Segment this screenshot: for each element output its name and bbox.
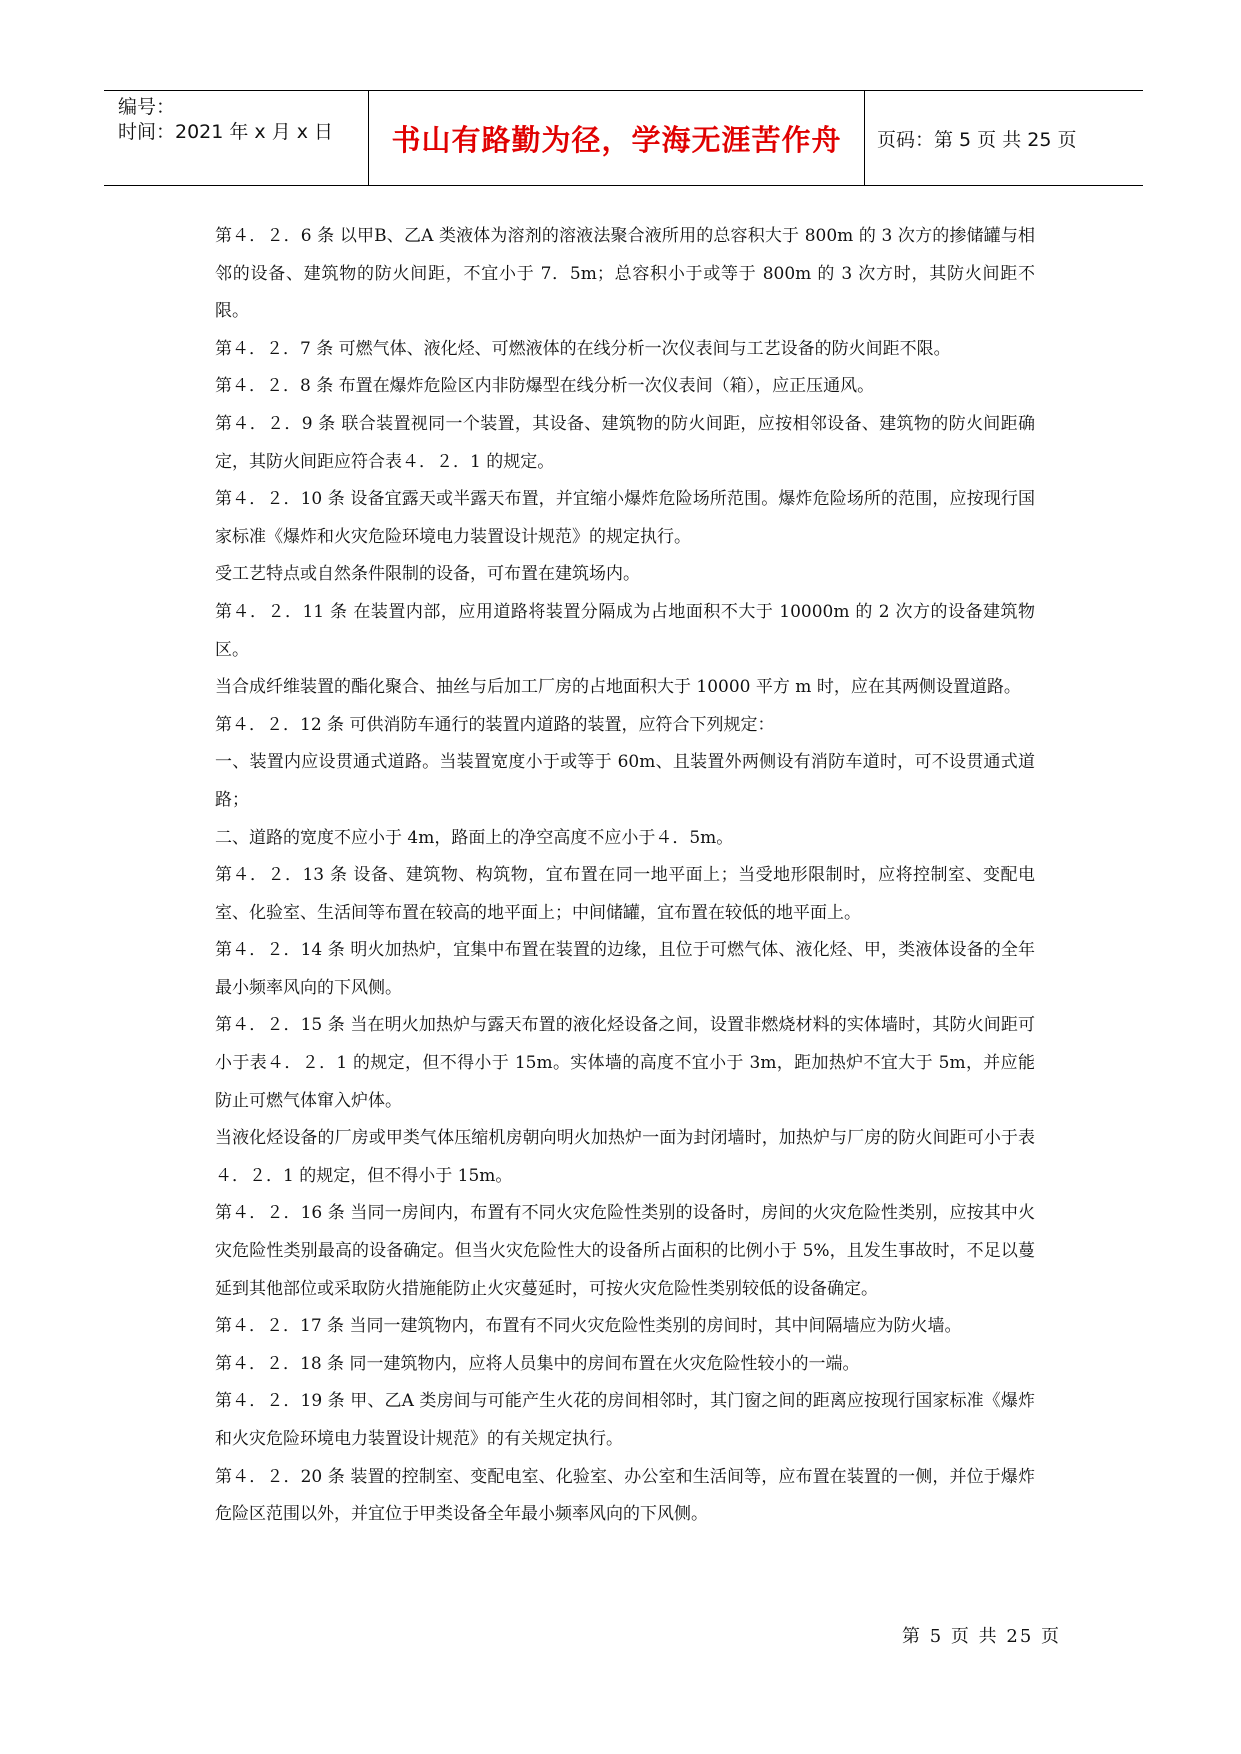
page-footer: 第 5 页 共 25 页	[902, 1626, 1061, 1647]
paragraph: 第４．２．8 条 布置在爆炸危险区内非防爆型在线分析一次仪表间（箱），应正压通风。	[215, 376, 875, 397]
header-motto-cell	[369, 91, 865, 185]
document-body	[215, 218, 1035, 1534]
header-info-cell	[104, 91, 369, 185]
paragraph: 第４．２．20 条 装置的控制室、变配电室、化验室、办公室和生活间等，应布置在装置的一侧，并位于爆炸危险区范围以外，并宜位于甲类设备全年最小频率风向的下风侧。	[215, 1466, 1035, 1525]
paragraph: 第４．２．9 条 联合装置视同一个装置，其设备、建筑物的防火间距，应按相邻设备、建筑物的防火间距确定，其防火间距应符合表４．２．1 的规定。	[215, 413, 1035, 472]
paragraph: 第４．２．7 条 可燃气体、液化烃、可燃液体的在线分析一次仪表间与工艺设备的防火间距不限。	[215, 338, 951, 359]
paragraph: 第４．２．10 条 设备宜露天或半露天布置，并宜缩小爆炸危险场所范围。爆炸危险场所的范围，应按现行国家标准《爆炸和火灾危险环境电力装置设计规范》的规定执行。	[215, 489, 1035, 547]
header-page-cell	[865, 91, 1143, 185]
paragraph: 当液化烃设备的厂房或甲类气体压缩机房朝向明火加热炉一面为封闭墙时，加热炉与厂房的防火间距可小于表４．２．1 的规定，但不得小于 15m。	[215, 1128, 1035, 1186]
paragraph: 第４．２．16 条 当同一房间内，布置有不同火灾危险性类别的设备时，房间的火灾危险性类别，应按其中火灾危险性类别最高的设备确定。但当火灾危险性大的设备所占面积的比例小于 5%，且发生事故时，不足以蔓延到其他部位或采取防火措施能防止火灾蔓延时，可按火灾危险性类别较低的设备确定。	[215, 1203, 1035, 1299]
document-number-label: 编号：	[118, 96, 176, 118]
paragraph: 第４．２．12 条 可供消防车通行的装置内道路的装置，应符合下列规定：	[215, 714, 775, 735]
paragraph: 第４．２．15 条 当在明火加热炉与露天布置的液化烃设备之间，设置非燃烧材料的实体墙时，其防火间距可小于表４．２．1 的规定，但不得小于 15m。实体墙的高度不宜小于 3m，距加热炉不宜大于 5m，并应能防止可燃气体窜入炉体。	[215, 1015, 1035, 1111]
document-time-label: 时间：2021 年 x 月 x 日	[118, 121, 334, 143]
page-header	[104, 90, 1143, 186]
header-motto: 书山有路勤为径，学海无涯苦作舟	[391, 122, 842, 157]
paragraph: 一、装置内应设贯通式道路。当装置宽度小于或等于 60m、且装置外两侧设有消防车道时，可不设贯通式道路；	[215, 752, 1035, 810]
paragraph: 第４．２．11 条 在装置内部，应用道路将装置分隔成为占地面积不大于 10000m 的 2 次方的设备建筑物区。	[215, 601, 1035, 660]
paragraph: 第４．２．18 条 同一建筑物内，应将人员集中的房间布置在火灾危险性较小的一端。	[215, 1353, 860, 1374]
paragraph: 受工艺特点或自然条件限制的设备，可布置在建筑场内。	[215, 564, 640, 585]
paragraph: 第４．２．19 条 甲、乙A 类房间与可能产生火花的房间相邻时，其门窗之间的距离应按现行国家标准《爆炸和火灾危险环境电力装置设计规范》的有关规定执行。	[215, 1391, 1035, 1449]
paragraph: 当合成纤维装置的酯化聚合、抽丝与后加工厂房的占地面积大于 10000 平方 m 时，应在其两侧设置道路。	[215, 677, 1021, 698]
paragraph: 第４．２．14 条 明火加热炉，宜集中布置在装置的边缘，且位于可燃气体、液化烃、甲，类液体设备的全年最小频率风向的下风侧。	[215, 940, 1035, 998]
paragraph: 二、道路的宽度不应小于 4m，路面上的净空高度不应小于４．5m。	[215, 827, 734, 848]
paragraph: 第４．２．17 条 当同一建筑物内，布置有不同火灾危险性类别的房间时，其中间隔墙应为防火墙。	[215, 1316, 962, 1337]
header-page-code: 页码：第 5 页 共 25 页	[877, 128, 1077, 151]
paragraph: 第４．２．13 条 设备、建筑物、构筑物，宜布置在同一地平面上；当受地形限制时，应将控制室、变配电室、化验室、生活间等布置在较高的地平面上；中间储罐，宜布置在较低的地平面上。	[215, 865, 1035, 923]
paragraph: 第４．２．6 条 以甲B、乙A 类液体为溶剂的溶液法聚合液所用的总容积大于 800m 的 3 次方的掺储罐与相邻的设备、建筑物的防火间距，不宜小于 7．5m；总容积小于或等于 800m 的 3 次方时，其防火间距不限。	[215, 226, 1035, 322]
